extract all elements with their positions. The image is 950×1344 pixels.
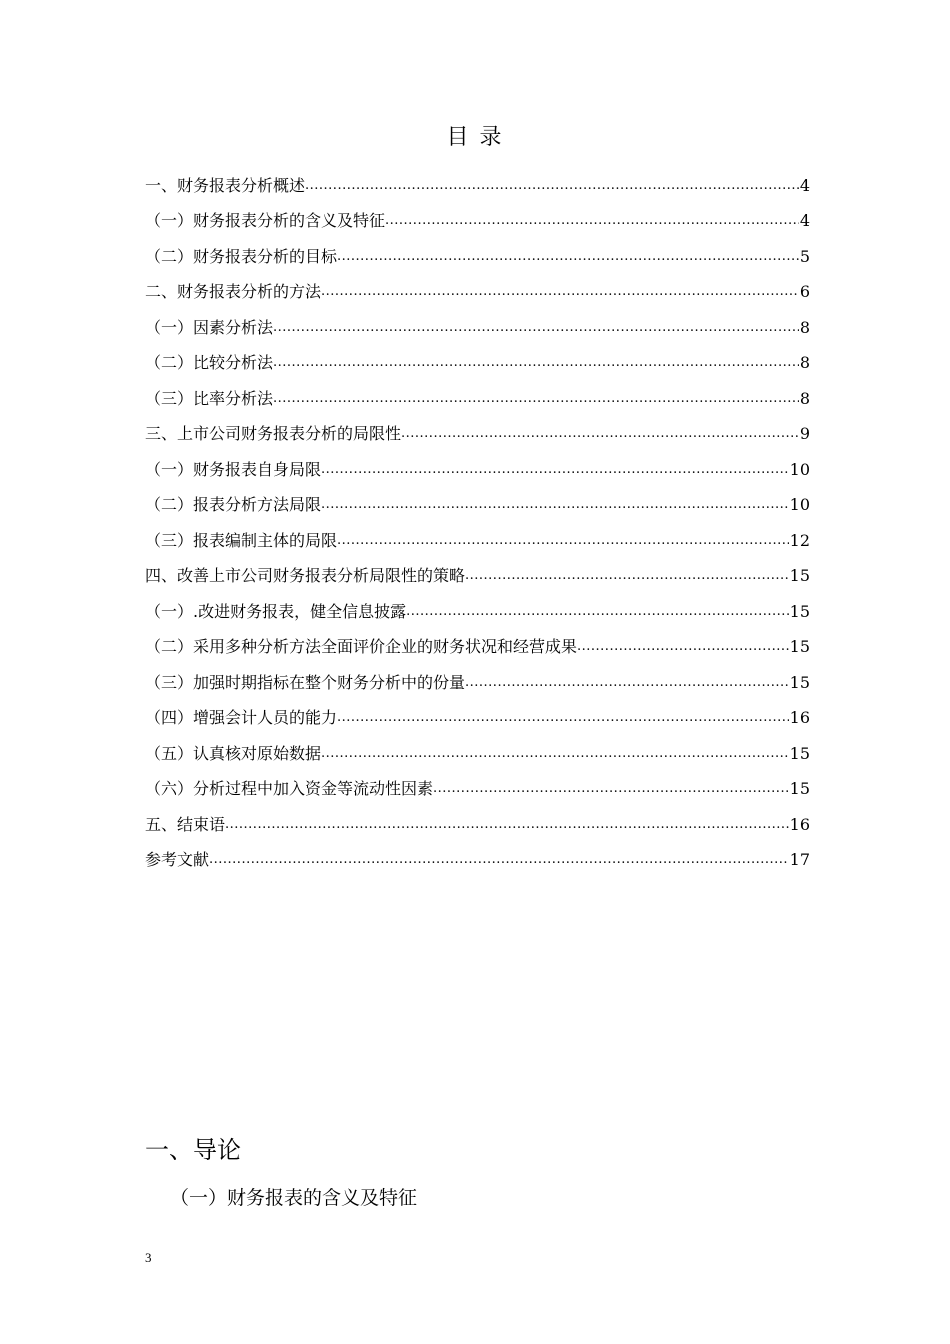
toc-entry-text: 五、结束语: [145, 814, 226, 834]
toc-entry[interactable]: [145, 551, 810, 587]
toc-dot-leader: [385, 211, 799, 231]
toc-entry[interactable]: [145, 764, 810, 800]
toc-page-number: 16: [789, 814, 810, 834]
toc-entry-text: （一）财务报表分析的含义及特征: [145, 211, 386, 230]
toc-entry[interactable]: [145, 515, 810, 551]
toc-entry[interactable]: [145, 409, 810, 445]
toc-dot-leader: [305, 176, 799, 196]
toc-entry[interactable]: [145, 693, 810, 729]
toc-entry-text: （四）增强会计人员的能力: [145, 708, 338, 727]
toc-page-number: 4: [799, 211, 810, 230]
toc-page-number: 5: [799, 246, 810, 266]
toc-page-number: 15: [789, 743, 810, 763]
toc-page-number: 4: [799, 175, 810, 195]
toc-dot-leader: [273, 353, 799, 373]
toc-entry-text: （二）比较分析法: [145, 353, 274, 372]
toc-page-number: 6: [799, 282, 810, 301]
toc-page-number: 15: [789, 601, 810, 621]
toc-page-number: 8: [799, 353, 810, 372]
toc-dot-leader: [321, 495, 789, 515]
toc-entry-text: （二）报表分析方法局限: [145, 495, 322, 514]
toc-dot-leader: [321, 282, 799, 302]
toc-entry-text: 一、财务报表分析概述: [145, 175, 306, 195]
toc-page-number: 8: [799, 388, 810, 408]
toc-entry-text: （三）比率分析法: [145, 388, 274, 408]
toc-dot-leader: [225, 815, 789, 835]
toc-entry[interactable]: [145, 338, 810, 374]
toc-entry[interactable]: [145, 728, 810, 764]
toc-dot-leader: [321, 744, 789, 764]
toc-entry[interactable]: [145, 267, 810, 303]
toc-dot-leader: [406, 602, 789, 622]
toc-entry[interactable]: [145, 657, 810, 693]
toc-entry-text: （一）因素分析法: [145, 317, 274, 337]
toc-entry[interactable]: [145, 480, 810, 516]
toc-page-number: 15: [789, 566, 810, 585]
toc-entry[interactable]: [145, 835, 810, 871]
toc-entry[interactable]: [145, 799, 810, 835]
toc-entry[interactable]: [145, 586, 810, 622]
toc-entry[interactable]: [145, 622, 810, 658]
table-of-contents: [145, 160, 810, 870]
toc-dot-leader: [321, 460, 789, 480]
toc-page-number: 12: [789, 530, 810, 550]
toc-title: 目 录: [446, 125, 504, 150]
toc-entry-text: 二、财务报表分析的方法: [145, 282, 322, 301]
toc-dot-leader: [577, 637, 789, 657]
toc-page-number: 15: [789, 637, 810, 656]
toc-page-number: 8: [799, 317, 810, 337]
toc-entry-text: （三）加强时期指标在整个财务分析中的份量: [145, 672, 466, 692]
subsection-heading: （一）财务报表的含义及特征: [170, 1187, 418, 1209]
toc-dot-leader: [465, 673, 789, 693]
toc-page-number: 10: [789, 495, 810, 514]
toc-dot-leader: [433, 779, 789, 799]
toc-page-number: 15: [789, 779, 810, 798]
toc-page-number: 17: [789, 850, 810, 869]
toc-entry[interactable]: [145, 302, 810, 338]
toc-entry-text: （六）分析过程中加入资金等流动性因素: [145, 779, 434, 798]
toc-entry-text: （二）采用多种分析方法全面评价企业的财务状况和经营成果: [145, 637, 578, 656]
toc-page-number: 16: [789, 708, 810, 727]
toc-entry[interactable]: [145, 373, 810, 409]
toc-entry-text: （二）财务报表分析的目标: [145, 246, 338, 266]
toc-dot-leader: [401, 424, 799, 444]
toc-dot-leader: [273, 389, 799, 409]
toc-dot-leader: [465, 566, 789, 586]
toc-entry-text: （一）.改进财务报表，健全信息披露: [145, 601, 407, 621]
toc-entry-text: 四、改善上市公司财务报表分析局限性的策略: [145, 566, 466, 585]
toc-entry-text: 参考文献: [145, 850, 210, 869]
toc-page-number: 15: [789, 672, 810, 692]
toc-page-number: 10: [789, 459, 810, 479]
toc-entry-text: （一）财务报表自身局限: [145, 459, 322, 479]
toc-dot-leader: [337, 247, 799, 267]
toc-entry[interactable]: [145, 196, 810, 232]
toc-entry[interactable]: [145, 231, 810, 267]
toc-dot-leader: [337, 531, 789, 551]
toc-entry-text: （五）认真核对原始数据: [145, 743, 322, 763]
toc-entry-text: 三、上市公司财务报表分析的局限性: [145, 424, 402, 443]
toc-entry-text: （三）报表编制主体的局限: [145, 530, 338, 550]
page-number: 3: [145, 1250, 152, 1265]
toc-dot-leader: [337, 708, 789, 728]
toc-dot-leader: [273, 318, 799, 338]
toc-entry[interactable]: [145, 444, 810, 480]
section-heading: 一、导论: [145, 1136, 241, 1164]
toc-dot-leader: [209, 850, 789, 870]
toc-entry[interactable]: [145, 160, 810, 196]
toc-page-number: 9: [799, 424, 810, 443]
